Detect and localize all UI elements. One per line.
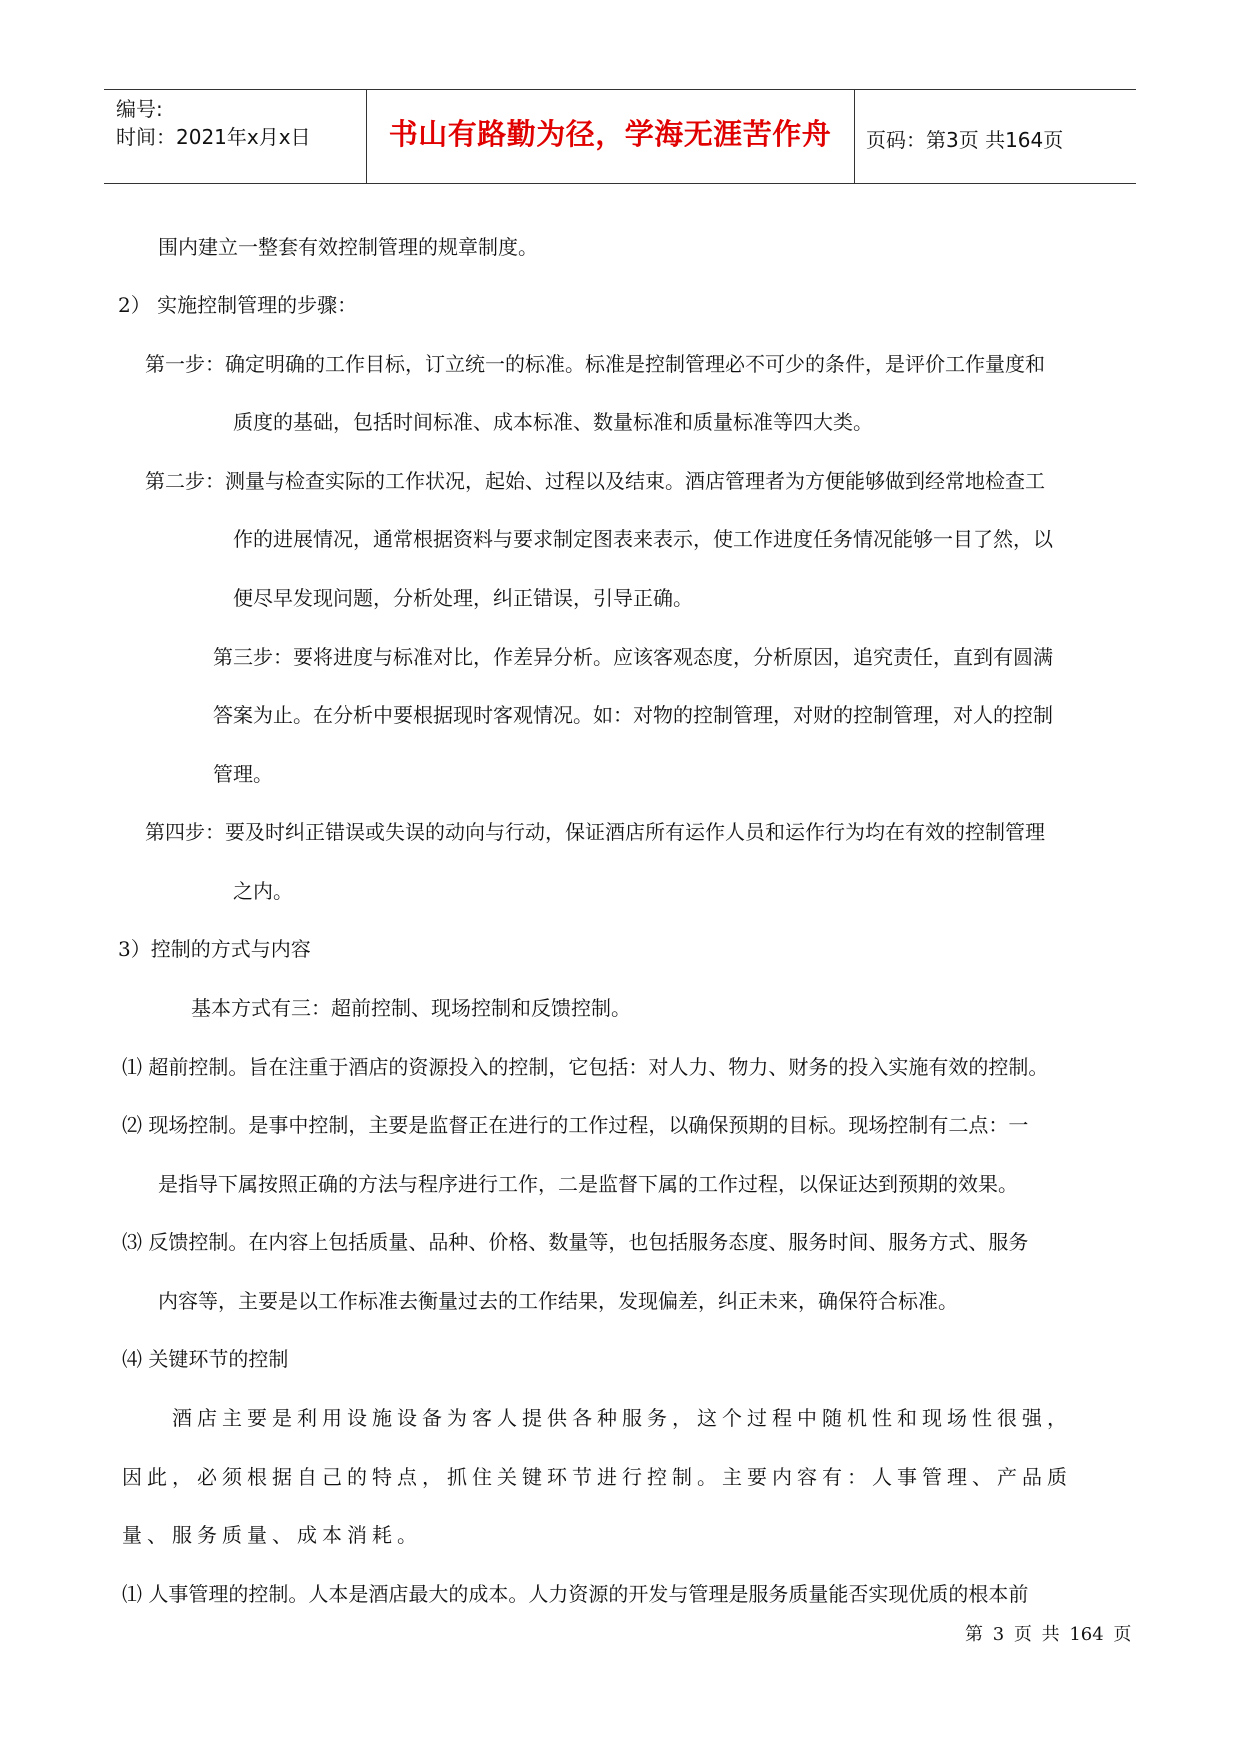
document-header [104, 89, 1136, 184]
header-page-number: 页码：第3页 共164页 [866, 128, 1064, 152]
body-line: 基本方式有三：超前控制、现场控制和反馈控制。 [191, 996, 631, 1020]
body-line: 之内。 [233, 879, 293, 903]
header-divider-right [854, 90, 855, 183]
body-line: 第四步：要及时纠正错误或失误的动向与行动，保证酒店所有运作人员和运作行为均在有效的控制管理 [145, 820, 1045, 844]
body-line: 第二步：测量与检查实际的工作状况，起始、过程以及结束。酒店管理者为方便能够做到经常地检查工 [145, 469, 1045, 493]
list-item: ⑷ 关键环节的控制 [122, 1347, 289, 1371]
list-item: ⑴ 人事管理的控制。人本是酒店最大的成本。人力资源的开发与管理是服务质量能否实现优质的根本前 [122, 1582, 1029, 1606]
body-line: 量、服务质量、成本消耗。 [122, 1523, 422, 1547]
section-heading: 2） 实施控制管理的步骤： [118, 293, 358, 317]
header-motto: 书山有路勤为径，学海无涯苦作舟 [388, 117, 832, 151]
body-line: 因此，必须根据自己的特点，抓住关键环节进行控制。主要内容有：人事管理、产品质 [122, 1465, 1072, 1489]
body-line: 第三步：要将进度与标准对比，作差异分析。应该客观态度，分析原因，追究责任，直到有圆满 [213, 645, 1053, 669]
body-line: 答案为止。在分析中要根据现时客观情况。如：对物的控制管理，对财的控制管理，对人的控制 [213, 703, 1053, 727]
section-heading: 3）控制的方式与内容 [118, 937, 311, 961]
body-line: 作的进展情况，通常根据资料与要求制定图表来表示，使工作进度任务情况能够一目了然，以 [233, 527, 1053, 551]
body-line: 围内建立一整套有效控制管理的规章制度。 [158, 235, 538, 259]
list-item: ⑵ 现场控制。是事中控制，主要是监督正在进行的工作过程，以确保预期的目标。现场控制有二点：一 [122, 1113, 1029, 1137]
body-line: 第一步：确定明确的工作目标，订立统一的标准。标准是控制管理必不可少的条件，是评价工作量度和 [145, 352, 1045, 376]
body-line: 管理。 [213, 762, 273, 786]
serial-number-label: 编号: [116, 97, 163, 121]
body-line: 酒店主要是利用设施设备为客人提供各种服务，这个过程中随机性和现场性很强， [172, 1406, 1072, 1430]
body-line: 便尽早发现问题，分析处理，纠正错误，引导正确。 [233, 586, 693, 610]
time-label: 时间：2021年x月x日 [116, 125, 311, 149]
body-line: 是指导下属按照正确的方法与程序进行工作，二是监督下属的工作过程，以保证达到预期的效果。 [158, 1172, 1018, 1196]
header-meta [116, 95, 311, 151]
list-item: ⑴ 超前控制。旨在注重于酒店的资源投入的控制，它包括：对人力、物力、财务的投入实施有效的控制。 [122, 1055, 1049, 1079]
list-item: ⑶ 反馈控制。在内容上包括质量、品种、价格、数量等，也包括服务态度、服务时间、服务方式、服务 [122, 1230, 1029, 1254]
body-line: 质度的基础，包括时间标准、成本标准、数量标准和质量标准等四大类。 [233, 410, 873, 434]
page-footer: 第 3 页 共 164 页 [965, 1624, 1132, 1645]
body-line: 内容等，主要是以工作标准去衡量过去的工作结果，发现偏差，纠正未来，确保符合标准。 [158, 1289, 958, 1313]
